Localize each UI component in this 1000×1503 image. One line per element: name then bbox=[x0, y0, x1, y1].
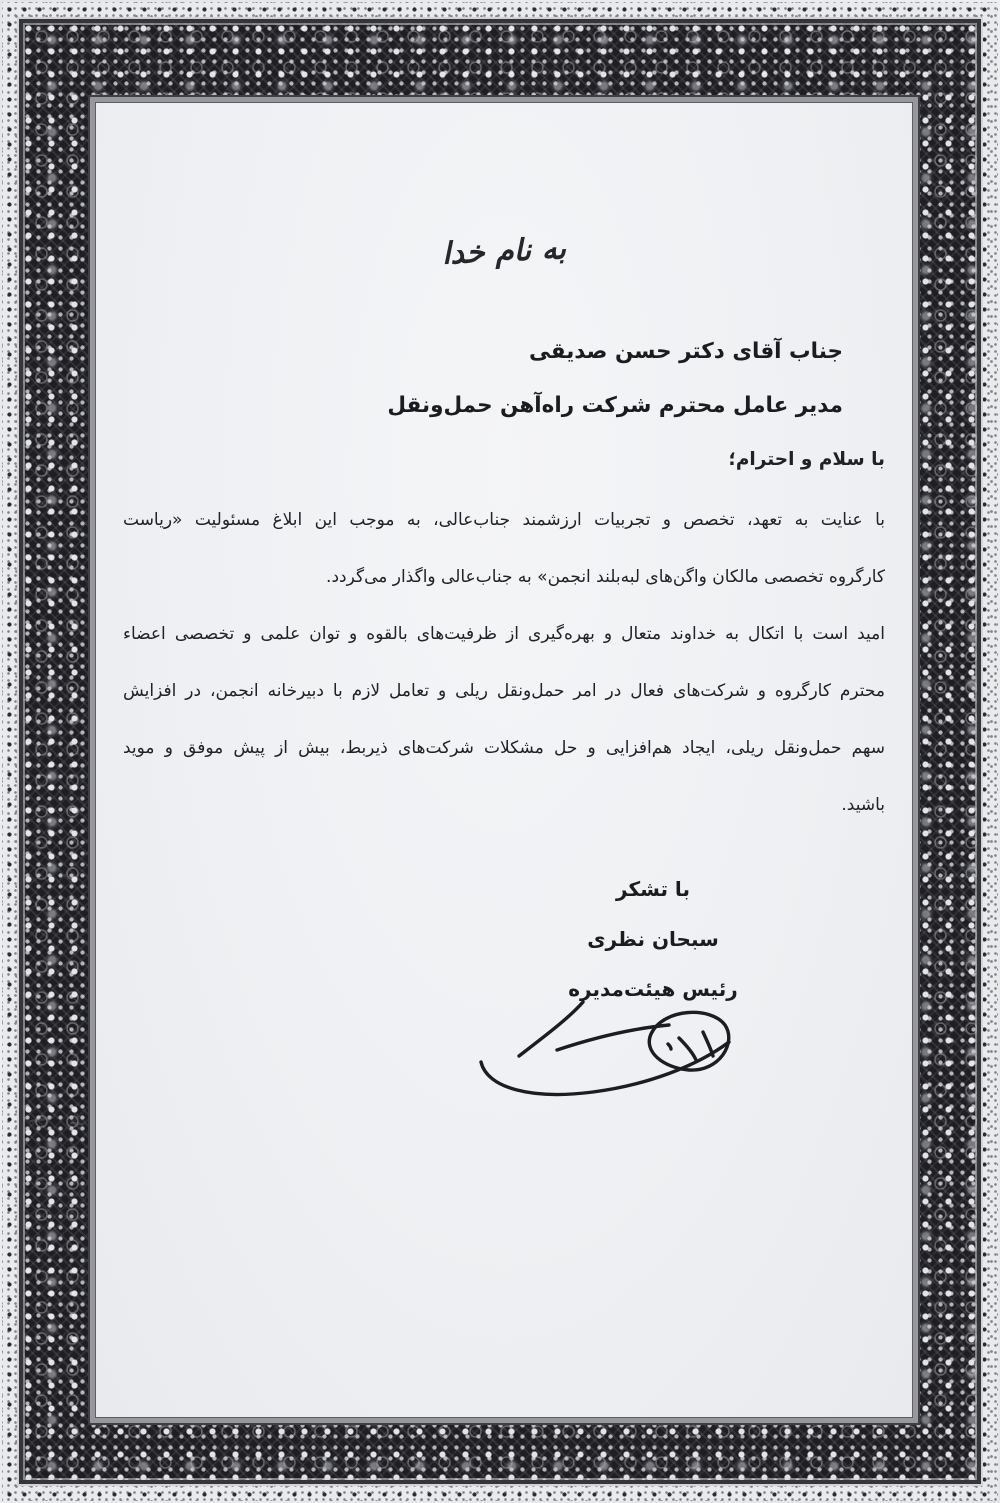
recipient-title: مدیر عامل محترم شرکت راه‌آهن حمل‌ونقل bbox=[387, 393, 843, 418]
closing-block bbox=[533, 864, 773, 1104]
body-line: کارگروه تخصصی مالکان واگن‌های لبه‌بلند انجمن» به جناب‌عالی واگذار می‌گردد. bbox=[326, 567, 885, 587]
recipient-name: جناب آقای دکتر حسن صدیقی bbox=[528, 339, 843, 364]
body-line: محترم کارگروه و شرکت‌های فعال در امر حمل‌ونقل ریلی و تعامل لازم با دبیرخانه انجمن، در افزایش bbox=[123, 681, 885, 701]
closing-thanks: با تشکر bbox=[616, 877, 690, 901]
body-line: امید است با اتکال به خداوند متعال و بهره‌گیری از ظرفیت‌های بالقوه و توان علمی و تخصصی اعضاء bbox=[123, 624, 885, 644]
body-line: با عنایت به تعهد، تخصص و تجربیات ارزشمند جناب‌عالی، به موجب این ابلاغ مسئولیت «ریاست bbox=[123, 510, 885, 530]
letter-sheet bbox=[90, 97, 918, 1423]
signer-title: رئیس هیئت‌مدیره bbox=[568, 977, 738, 1001]
letter-body bbox=[123, 492, 885, 834]
signer-name: سبحان نظری bbox=[587, 927, 719, 951]
body-line: باشید. bbox=[841, 795, 885, 815]
recipient-block bbox=[123, 325, 843, 433]
body-line: سهم حمل‌ونقل ریلی، ایجاد هم‌افزایی و حل مشکلات شرکت‌های ذیربط، بیش از پیش موفق و موید bbox=[123, 738, 885, 758]
salutation: با سلام و احترام؛ bbox=[728, 449, 885, 470]
bismillah-calligraphy: به نام خدا bbox=[441, 231, 567, 272]
signature-scribble-icon bbox=[465, 992, 755, 1104]
